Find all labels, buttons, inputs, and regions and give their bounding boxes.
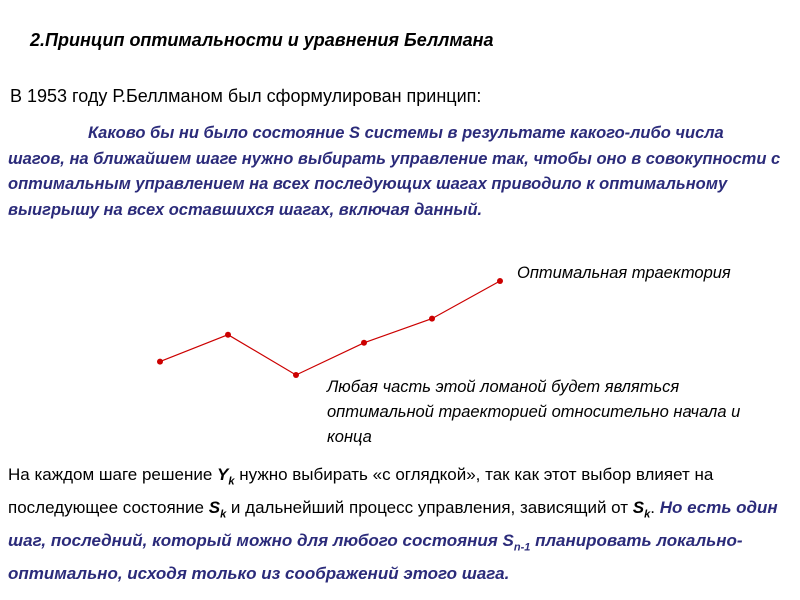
bottom-emphasis-1: Но есть один шаг, последний, который можно для любого состояния bbox=[8, 497, 778, 550]
bottom-emphasis-2: планировать локально-оптимально, исходя только из соображений этого шага. bbox=[8, 530, 743, 583]
bottom-text-3: и дальнейший процесс управления, зависящий от bbox=[226, 497, 633, 517]
variable-s-2: S bbox=[632, 497, 645, 517]
trajectory-point bbox=[157, 359, 163, 365]
variable-s: S bbox=[208, 497, 221, 517]
bottom-text-1: На каждом шаге решение bbox=[8, 465, 218, 484]
variable-y-k bbox=[217, 465, 235, 488]
slide-title: 2.Принцип оптимальности и уравнения Беллмана bbox=[30, 30, 494, 50]
bottom-text-2: нужно выбирать «с оглядкой», так как этот выбор влияет на последующее состояние bbox=[8, 465, 714, 517]
variable-s-k-2 bbox=[632, 497, 651, 521]
variable-s-2-subscript: k bbox=[644, 508, 651, 521]
trajectory-point bbox=[293, 372, 299, 378]
trajectory-points bbox=[157, 278, 503, 378]
principle-text: Каково бы ни было состояние S системы в результате какого-либо числа шагов, на ближайшем шаге нужно выбирать управление так, чтобы оно в совокупности с оптимальным управлением на всех последующих шагах приводило к оптимальному выигрышу на всех оставшихся шагах, включая данный. bbox=[8, 124, 781, 219]
bottom-paragraph bbox=[8, 462, 793, 587]
trajectory-point bbox=[429, 316, 435, 322]
trajectory-point bbox=[361, 340, 367, 346]
trajectory-point bbox=[225, 332, 231, 338]
variable-y: Y bbox=[217, 465, 229, 484]
variable-s-subscript: k bbox=[220, 508, 227, 521]
bottom-text-4: . bbox=[650, 497, 660, 517]
trajectory-note: Любая часть этой ломаной будет являться оптимальной траекторией относительно начала и конца bbox=[327, 378, 741, 446]
trajectory-point bbox=[497, 278, 503, 284]
trajectory-line bbox=[160, 281, 500, 375]
intro-text: В 1953 году Р.Беллманом был сформулирован принцип: bbox=[10, 86, 482, 106]
trajectory-label: Оптимальная траектория bbox=[517, 264, 731, 282]
variable-s-n: S bbox=[502, 530, 514, 550]
variable-y-subscript: k bbox=[228, 475, 235, 488]
variable-s-k bbox=[208, 497, 227, 521]
variable-s-n-1 bbox=[502, 530, 531, 554]
variable-s-n-subscript: n-1 bbox=[513, 541, 531, 554]
